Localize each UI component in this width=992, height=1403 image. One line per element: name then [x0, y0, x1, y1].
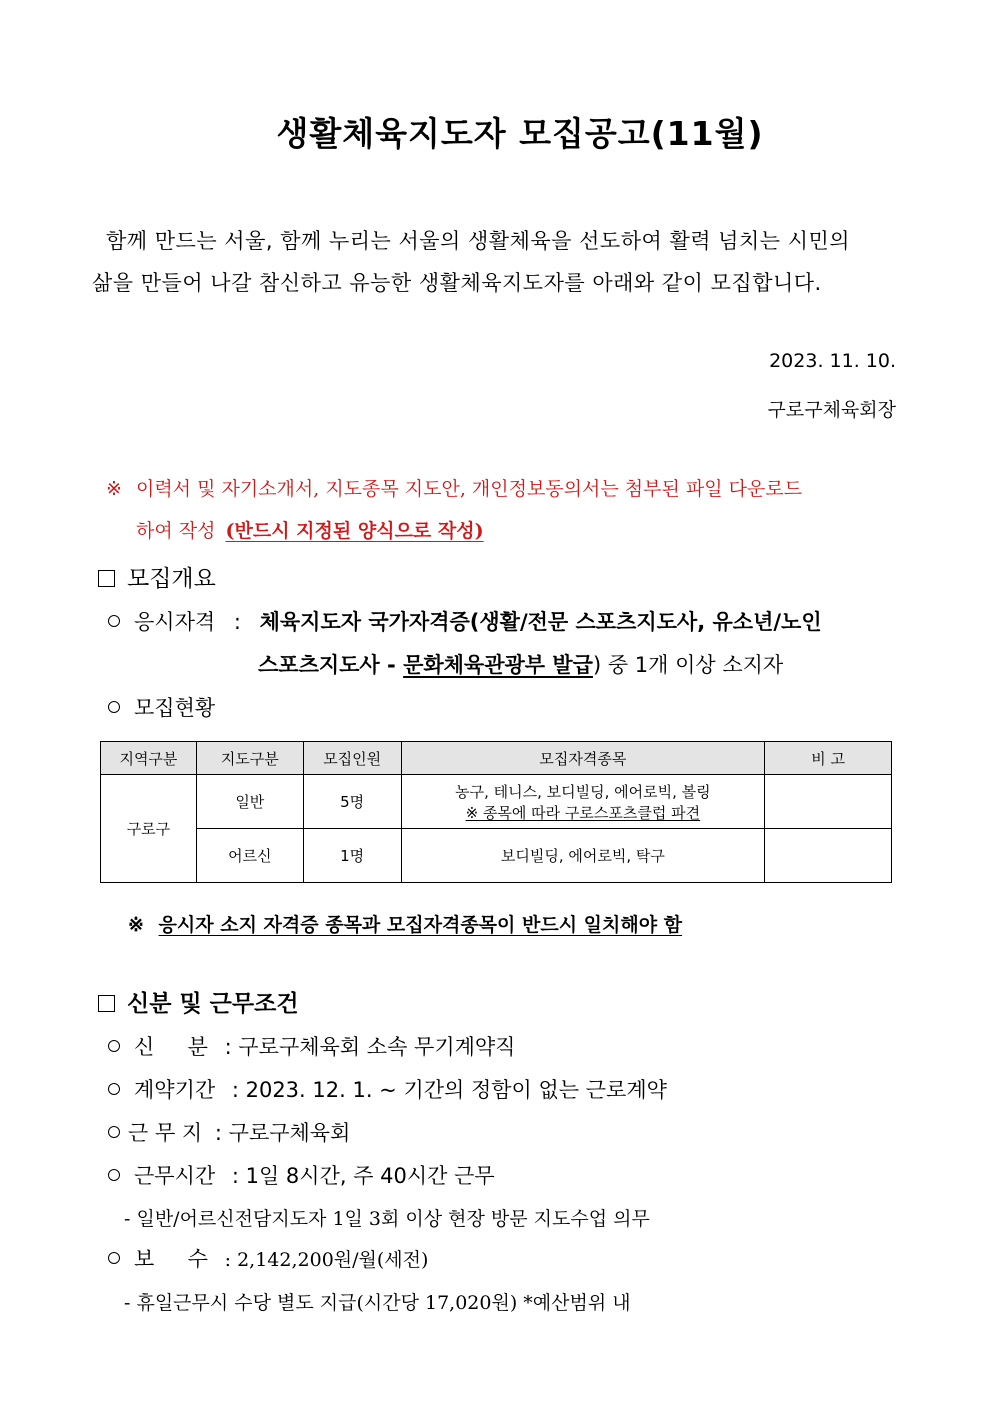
status-row — [108, 692, 215, 722]
circle-bullet-icon — [108, 615, 120, 627]
table-header: 지도구분 — [196, 742, 303, 775]
circle-bullet-icon — [108, 1083, 120, 1095]
circle-bullet-icon — [108, 1252, 120, 1264]
condition-row-workplace: 근 무 지 : 구로구체육회 — [108, 1117, 350, 1147]
table-row — [101, 775, 892, 829]
condition-row-contract: 계약기간 : 2023. 12. 1. ~ 기간의 정함이 없는 근로계약 — [108, 1074, 667, 1104]
sports-cell: 농구, 테니스, 보디빌딩, 에어로빅, 볼링 ※ 종목에 따라 구로스포츠클럽 파견 — [401, 775, 765, 829]
sports-note: ※ 종목에 따라 구로스포츠클럽 파견 — [465, 803, 701, 822]
table-note: ※ 응시자 소지 자격증 종목과 모집자격종목이 반드시 일치해야 함 — [128, 914, 683, 936]
notice-text-2: 하여 작성 — [136, 520, 216, 542]
checkbox-square-icon — [98, 995, 115, 1012]
notice-emphasis: (반드시 지정된 양식으로 작성) — [225, 520, 484, 542]
section-overview-heading: 모집개요 — [98, 560, 216, 593]
circle-bullet-icon — [108, 1040, 120, 1052]
type-cell: 일반 — [196, 775, 303, 829]
circle-bullet-icon — [108, 1169, 120, 1181]
remark-cell — [765, 829, 892, 883]
table-header: 지역구분 — [101, 742, 197, 775]
condition-row-salary: 보 수 : 2,142,200원/월(세전) — [108, 1243, 428, 1273]
condition-row-hours: 근무시간 : 1일 8시간, 주 40시간 근무 — [108, 1160, 495, 1190]
sports-cell: 보디빌딩, 에어로빅, 탁구 — [401, 829, 765, 883]
table-header: 비 고 — [765, 742, 892, 775]
announcement-date: 2023. 11. 10. — [769, 350, 896, 372]
intro-line-2: 삶을 만들어 나갈 참신하고 유능한 생활체육지도자를 아래와 같이 모집합니다. — [92, 271, 822, 295]
table-note-text: 응시자 소지 자격증 종목과 모집자격종목이 반드시 일치해야 함 — [158, 914, 683, 936]
table-row — [101, 829, 892, 883]
circle-bullet-icon — [108, 1126, 120, 1138]
count-cell: 1명 — [303, 829, 401, 883]
qualification-row-2: 스포츠지도사 - 문화체육관광부 발급) 중 1개 이상 소지자 — [258, 653, 784, 677]
qualification-label: 응시자격 — [134, 610, 216, 634]
page-title: 생활체육지도자 모집공고(11월) — [276, 114, 764, 153]
status-label: 모집현황 — [134, 696, 216, 720]
circle-bullet-icon — [108, 701, 120, 713]
ministry-issuer: 문화체육관광부 발급 — [403, 653, 593, 677]
table-header-row — [101, 742, 892, 775]
region-cell: 구로구 — [101, 775, 197, 883]
section-conditions-heading: 신분 및 근무조건 — [98, 985, 299, 1018]
type-cell: 어르신 — [196, 829, 303, 883]
issuer: 구로구체육회장 — [767, 399, 896, 421]
recruitment-table — [100, 741, 892, 883]
qualification-value-1: 체육지도자 국가자격증(생활/전문 스포츠지도사, 유소년/노인 — [259, 610, 822, 634]
notice-line-2 — [136, 516, 484, 543]
intro-line-1: 함께 만드는 서울, 함께 누리는 서울의 생활체육을 선도하여 활력 넘치는 시민의 — [106, 229, 851, 253]
notice-mark: ※ — [106, 478, 122, 500]
hours-subnote: - 일반/어르신전담지도자 1일 3회 이상 현장 방문 지도수업 의무 — [124, 1208, 650, 1230]
table-header: 모집자격종목 — [401, 742, 765, 775]
qualification-row: 응시자격 : 체육지도자 국가자격증(생활/전문 스포츠지도사, 유소년/노인 — [108, 606, 822, 636]
remark-cell — [765, 775, 892, 829]
salary-subnote: - 휴일근무시 수당 별도 지급(시간당 17,020원) *예산범위 내 — [124, 1292, 631, 1314]
condition-row-status: 신 분 : 구로구체육회 소속 무기계약직 — [108, 1031, 515, 1061]
notice-text-1: 이력서 및 자기소개서, 지도종목 지도안, 개인정보동의서는 첨부된 파일 다운로드 — [135, 478, 803, 500]
table-header: 모집인원 — [303, 742, 401, 775]
checkbox-square-icon — [98, 570, 115, 587]
count-cell: 5명 — [303, 775, 401, 829]
notice-line-1 — [106, 474, 802, 501]
